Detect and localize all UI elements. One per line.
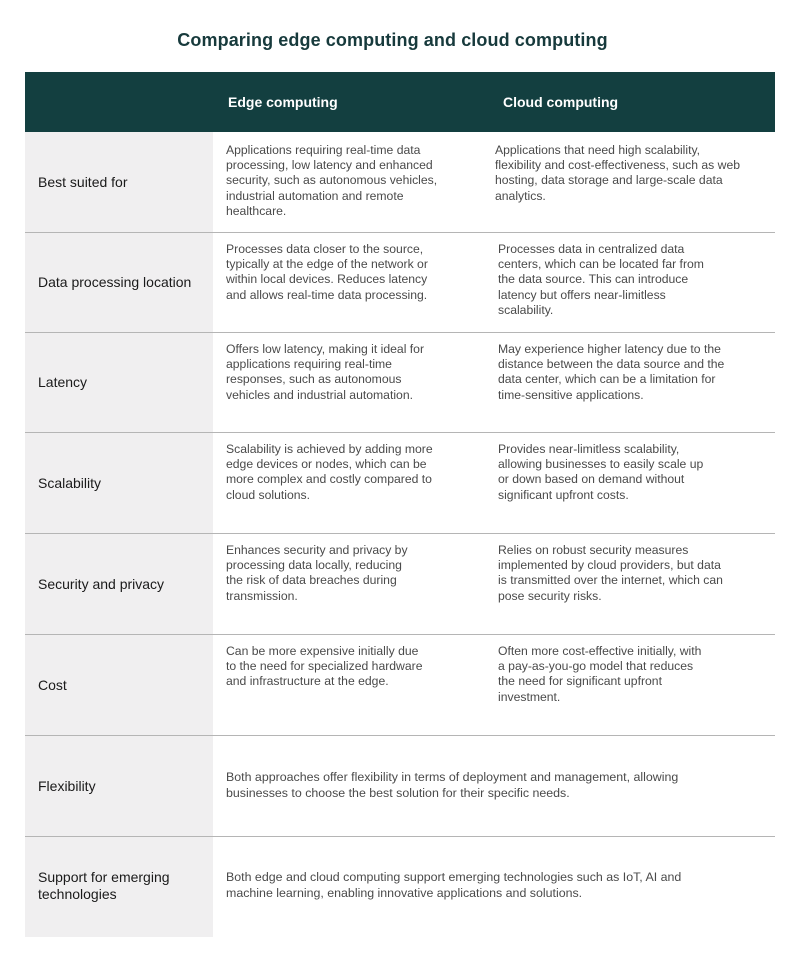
cloud-text: Processes data in centralized data centers, which can be located far from the data source. This can introduce latency but offers near-limitless scalability. [498, 242, 704, 317]
column-header-edge-computing: Edge computing [228, 94, 338, 110]
table-row-scalability [25, 433, 775, 534]
row-label: Latency [25, 333, 213, 432]
shared-text: Both approaches offer flexibility in terms of deployment and management, allowing businesses to choose the best solution for their specific needs. [226, 770, 679, 800]
cloud-text: Often more cost-effective initially, with a pay-as-you-go model that reduces the need for significant upfront investment. [498, 644, 702, 704]
table-row-support-for-emerging-technologies [25, 837, 775, 937]
cloud-text: Relies on robust security measures implemented by cloud providers, but data is transmitted over the internet, which can pose security risks. [498, 543, 723, 603]
edge-cell [213, 635, 493, 735]
edge-cell [213, 534, 493, 634]
cloud-text: Applications that need high scalability, flexibility and cost-effectiveness, such as web hosting, data storage and large-scale data analytics. [495, 143, 740, 203]
edge-text: Can be more expensive initially due to the need for specialized hardware and infrastructure at the edge. [226, 644, 423, 689]
table-header [25, 72, 775, 132]
edge-cell [213, 333, 493, 432]
cloud-text: May experience higher latency due to the distance between the data source and the data center, which can be a limitation for time-sensitive applications. [498, 342, 725, 402]
cloud-cell [493, 635, 775, 735]
edge-text: Offers low latency, making it ideal for applications requiring real-time responses, such as autonomous vehicles and industrial automation. [226, 342, 425, 402]
row-label: Flexibility [25, 736, 213, 836]
table-row-cost [25, 635, 775, 736]
edge-cell [213, 132, 493, 232]
table-row-best-suited-for [25, 132, 775, 233]
row-label: Best suited for [25, 132, 213, 232]
row-label: Support for emerging technologies [25, 837, 213, 937]
cloud-text: Provides near-limitless scalability, allowing businesses to easily scale up or down based on demand without significant upfront costs. [498, 442, 704, 502]
comparison-table [25, 72, 775, 937]
row-label: Security and privacy [25, 534, 213, 634]
edge-cell [213, 433, 493, 533]
page-title: Comparing edge computing and cloud computing [177, 30, 608, 50]
column-header-cloud-computing: Cloud computing [503, 94, 619, 110]
edge-cell [213, 233, 493, 332]
cloud-cell [493, 233, 775, 332]
shared-cell [213, 837, 775, 937]
edge-text: Enhances security and privacy by processing data locally, reducing the risk of data breaches during transmission. [226, 543, 408, 603]
cloud-cell [493, 333, 775, 432]
edge-text: Scalability is achieved by adding more edge devices or nodes, which can be more complex and costly compared to cloud solutions. [226, 442, 433, 502]
table-row-security-and-privacy [25, 534, 775, 635]
cloud-cell [493, 433, 775, 533]
table-row-data-processing-location [25, 233, 775, 333]
row-label: Cost [25, 635, 213, 735]
cloud-cell [493, 132, 775, 232]
cloud-cell [493, 534, 775, 634]
table-row-flexibility [25, 736, 775, 837]
edge-text: Applications requiring real-time data processing, low latency and enhanced security, such as autonomous vehicles, industrial automation and remote healthcare. [226, 143, 438, 218]
edge-text: Processes data closer to the source, typically at the edge of the network or within local devices. Reduces latency and allows real-time data processing. [226, 242, 428, 302]
shared-text: Both edge and cloud computing support emerging technologies such as IoT, AI and machine learning, enabling innovative applications and solutions. [226, 870, 682, 900]
table-row-latency [25, 333, 775, 433]
row-label: Data processing location [25, 233, 213, 332]
row-label: Scalability [25, 433, 213, 533]
shared-cell [213, 736, 775, 836]
